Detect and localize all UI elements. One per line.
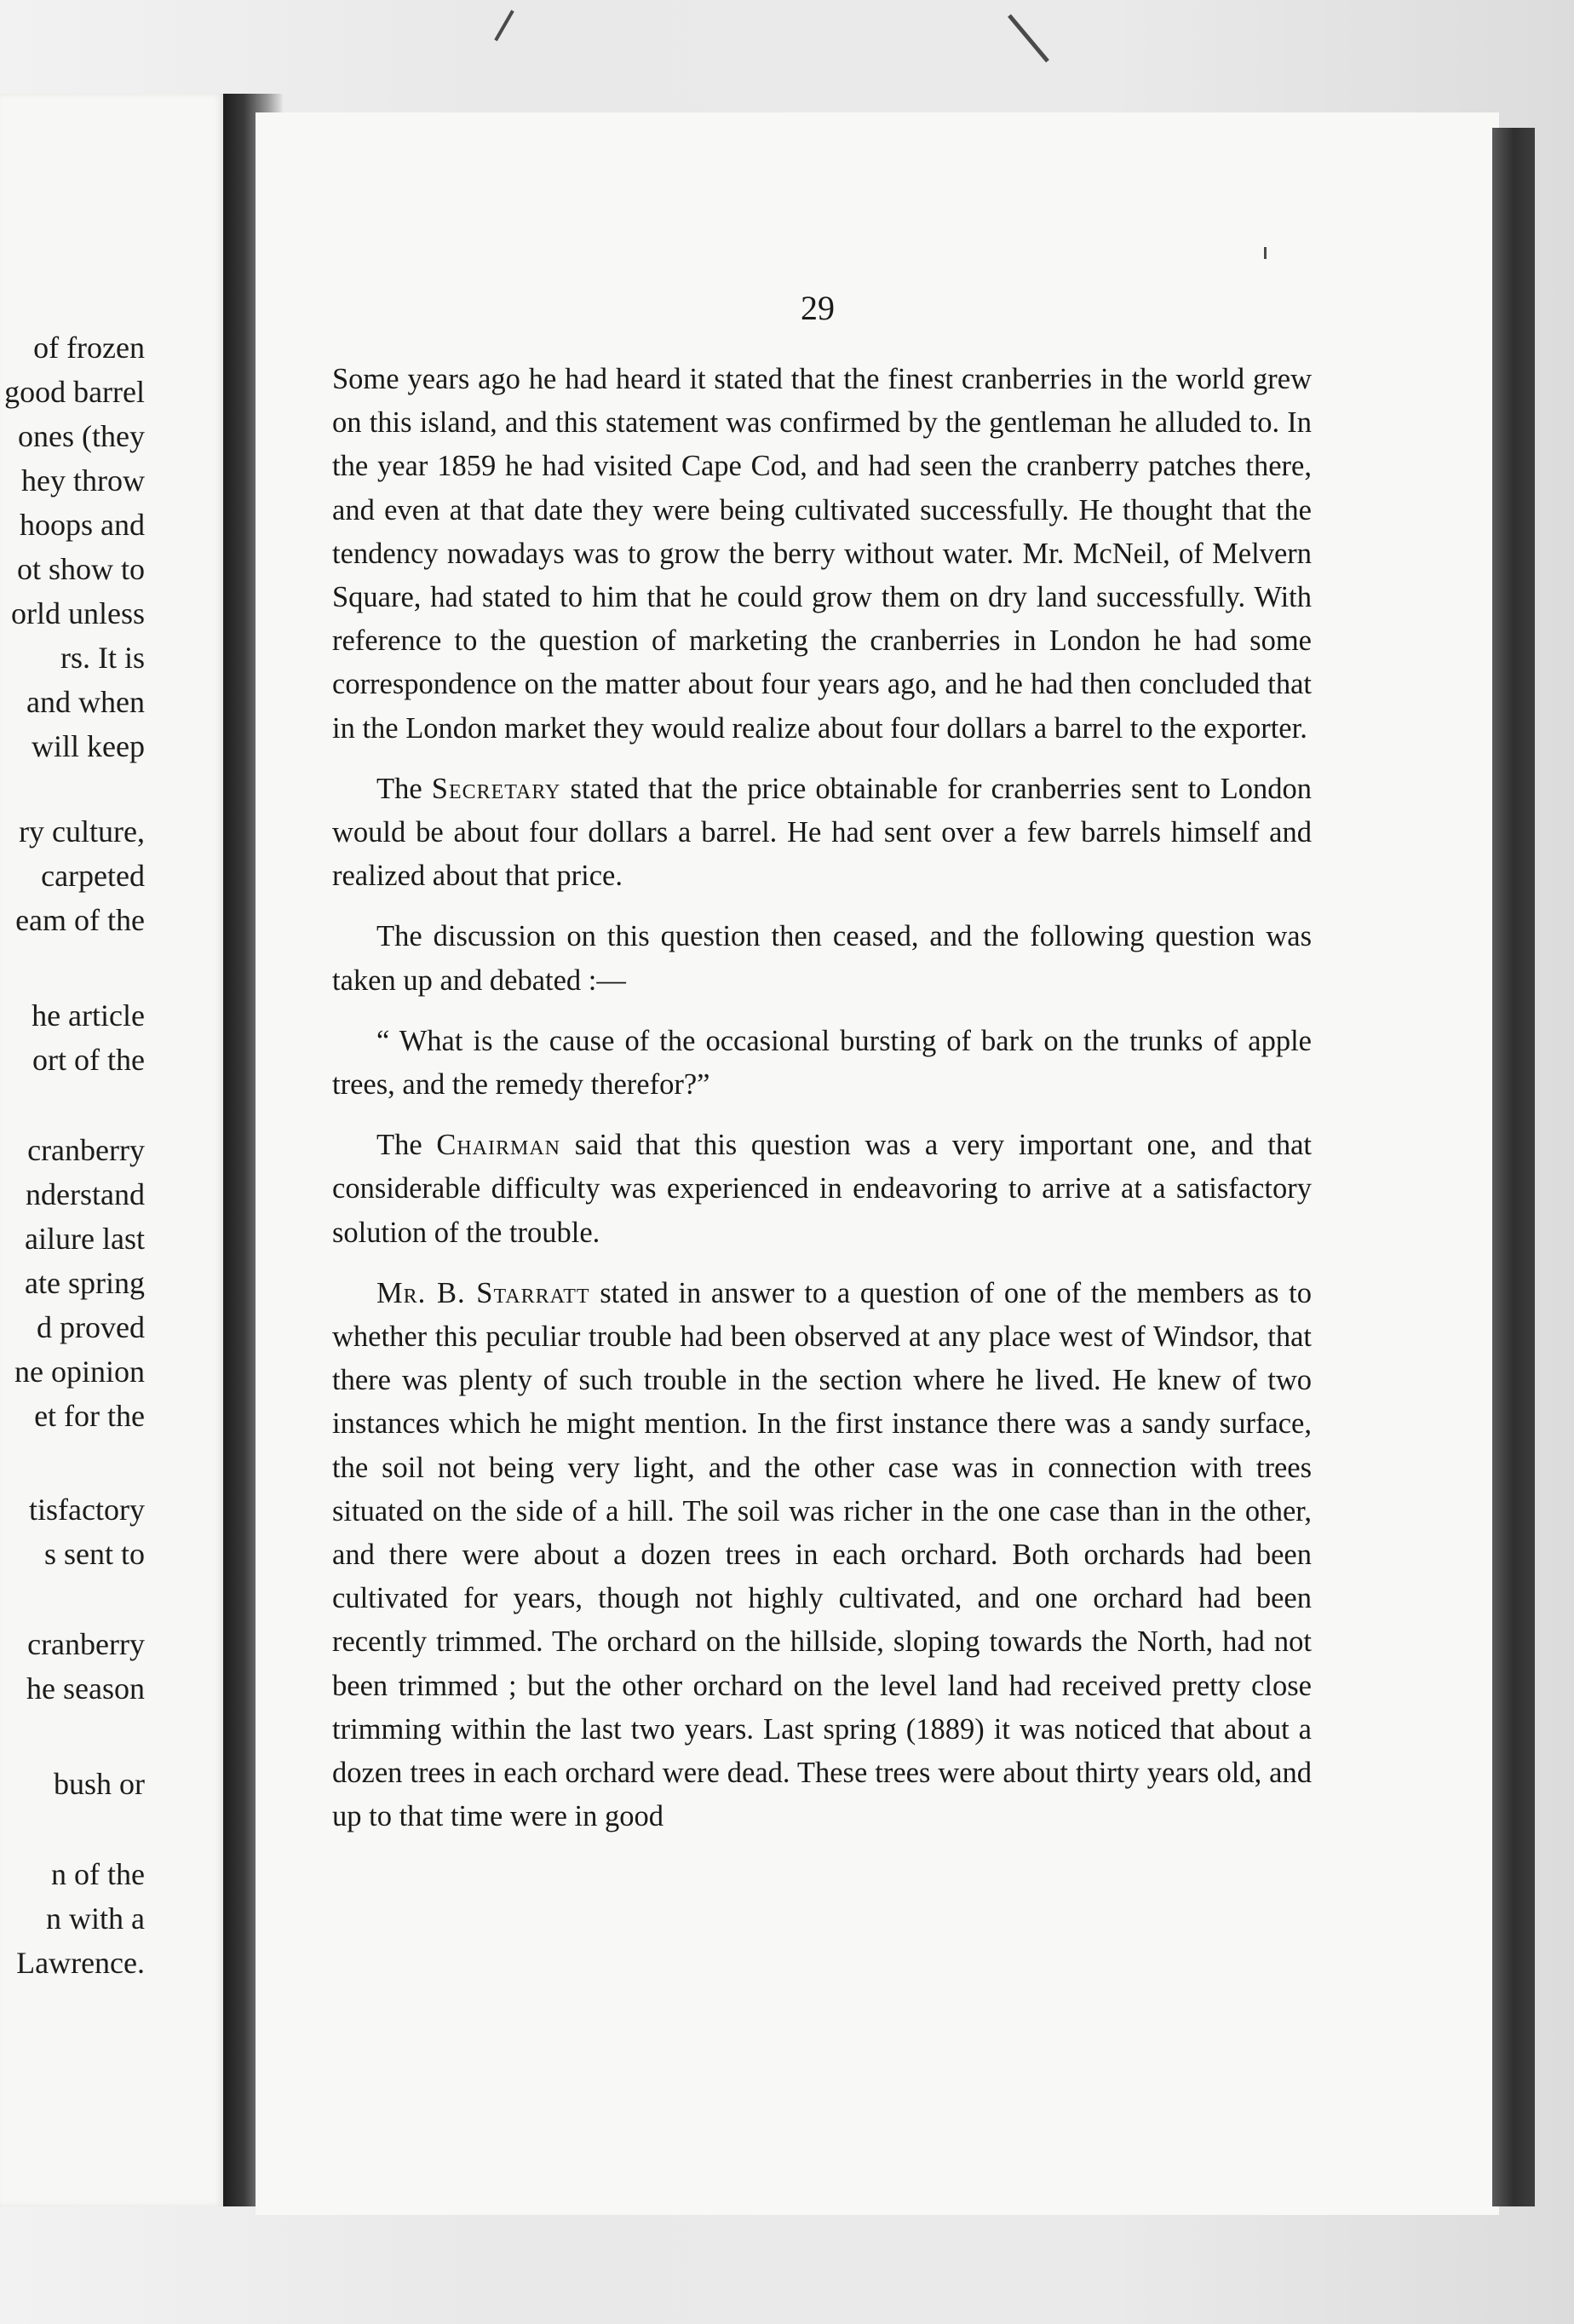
left-page-line: of frozen [33, 331, 145, 365]
left-page-line: hey throw [21, 463, 145, 498]
page-number: 29 [801, 289, 835, 327]
left-page-line: ry culture, [19, 814, 145, 848]
left-page-line: cranberry [27, 1627, 145, 1661]
paragraph [332, 1272, 1312, 1839]
paragraph [332, 768, 1312, 899]
left-page-line: ate spring [25, 1266, 145, 1300]
body-text [332, 358, 1312, 1856]
speaker-name: Chairman [436, 1129, 561, 1162]
left-page-line: ort of the [32, 1043, 145, 1077]
left-page-line: n of the [51, 1857, 145, 1891]
left-page-line: eam of the [15, 903, 145, 937]
left-page-line: cranberry [27, 1133, 145, 1167]
left-page-line: ones (they [18, 419, 145, 453]
left-page-line: he season [26, 1671, 145, 1706]
paragraph-text: stated that the price obtainable for cranberries sent to London would be about four dollars a barrel. He had sent over a few barrels himself and realized about that price. [332, 772, 1312, 893]
paragraph-prefix: The [376, 772, 432, 805]
paragraph [332, 915, 1312, 1002]
left-page-line: ailure last [25, 1222, 145, 1256]
left-facing-page [0, 94, 223, 2206]
left-page-line: he article [32, 998, 145, 1033]
left-page-line: rs. It is [60, 641, 145, 675]
paragraph [332, 1124, 1312, 1255]
left-page-line: et for the [34, 1399, 145, 1433]
left-page-line: ot show to [16, 552, 145, 586]
paragraph [332, 358, 1312, 751]
left-page-line: n with a [46, 1901, 145, 1936]
left-page-line: orld unless [11, 596, 145, 630]
speaker-name: Mr. B. Starratt [376, 1276, 590, 1309]
quoted-question [332, 1020, 1312, 1107]
left-page-line: and when [26, 685, 145, 719]
scan-speck [1264, 247, 1267, 259]
paragraph-text: Some years ago he had heard it stated that the finest cranberries in the world grew on this island, and this statement was confirmed by the gentleman he alluded to. In the year 1859 he had visited Cape Cod, and had seen the cranberry patches there, and even at that date they were being cultivated successfully. He thought that the tendency nowadays was to grow the berry without water. Mr. McNeil, of Melvern Square, had stated to him that he could grow them on dry land successfully. With reference to the question of marketing the cranberries in London he had some correspondence on the matter about four years ago, and he had then concluded that in the London market they would realize about four dollars a barrel to the exporter. [332, 363, 1312, 745]
left-page-line: carpeted [41, 859, 145, 893]
left-page-line: hoops and [20, 508, 145, 542]
page-edge-shadow [1492, 128, 1535, 2206]
paragraph-text: “ What is the cause of the occasional bursting of bark on the trunks of apple trees, and the remedy therefor?” [332, 1024, 1312, 1102]
speaker-name: Secretary [431, 772, 561, 805]
paragraph-text: said that this question was a very important one, and that considerable difficulty was experienced in endeavoring to arrive at a satisfactory solution of the trouble. [332, 1129, 1312, 1249]
left-page-line: ne opinion [14, 1355, 145, 1389]
paragraph-text: stated in answer to a question of one of the members as to whether this peculiar trouble had been observed at any place west of Windsor, that there was plenty of such trouble in the section where he lived. He knew of two instances which he might mention. In the first instance there was a sandy surface, the soil not being very light, and the other case was in connection with trees situated on the side of a hill. The soil was richer in the one case than in the other, and there were about a dozen trees in each orchard. Both orchards had been cultivated for years, though not highly cultivated, and one orchard had been recently trimmed. The orchard on the hillside, sloping towards the North, had not been trimmed ; but the other orchard on the level land had received pretty close trimming within the last two years. Last spring (1889) it was noticed that about a dozen trees in each orchard were dead. These trees were about thirty years old, and up to that time were in good [332, 1276, 1312, 1833]
left-page-line: good barrel [4, 375, 145, 409]
paragraph-text: The discussion on this question then ceased, and the following question was taken up and debated :— [332, 920, 1312, 997]
left-page-line: tisfactory [29, 1493, 145, 1527]
left-page-line: will keep [32, 729, 145, 763]
left-page-line: s sent to [43, 1537, 145, 1571]
paragraph-prefix: The [376, 1129, 437, 1162]
left-page-line: bush or [54, 1767, 145, 1801]
left-page-line: nderstand [26, 1177, 145, 1211]
left-page-line: d proved [37, 1310, 145, 1344]
left-page-line: Lawrence. [16, 1946, 145, 1980]
